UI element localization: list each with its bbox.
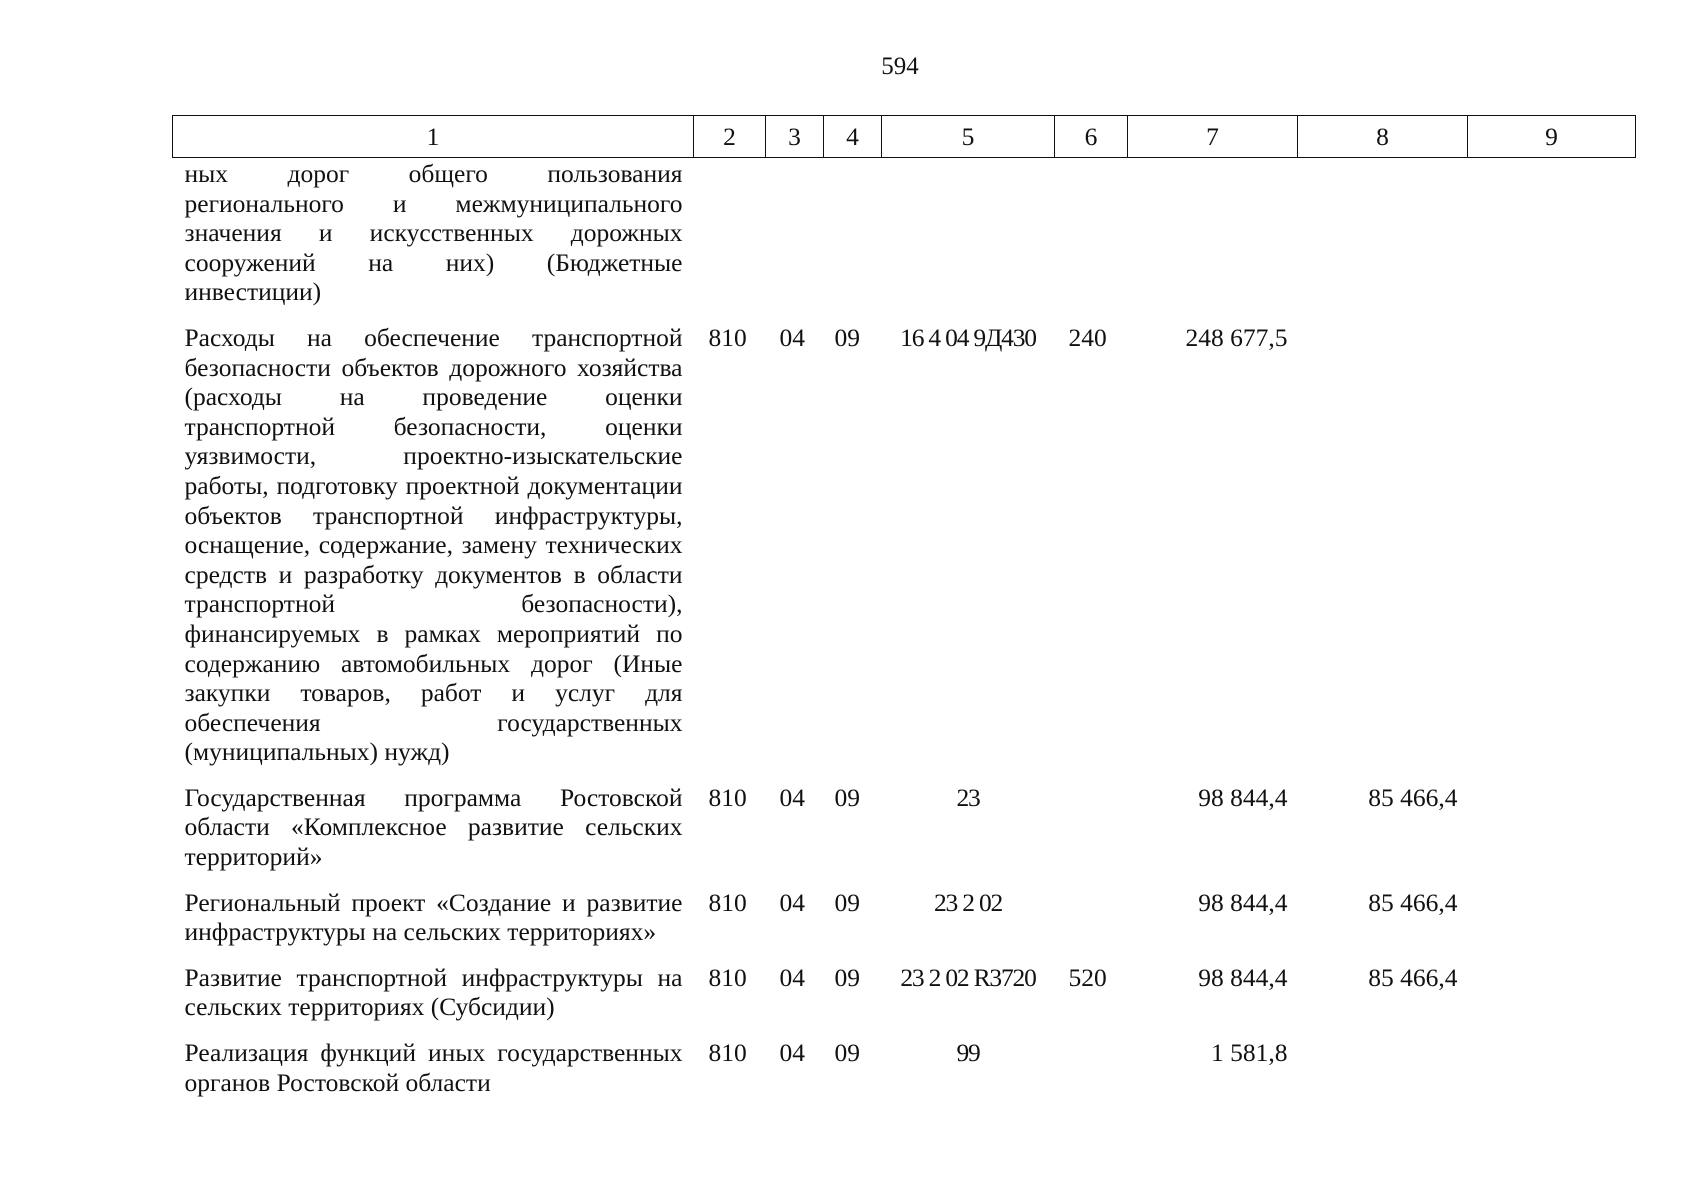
- row-target-code: 99: [956, 1038, 980, 1068]
- row-name: Региональный проект «Создание и развитие инфраструктуры на сельских территориях»: [184, 887, 683, 947]
- row-expense-type: [1055, 767, 1128, 872]
- table-header-row: [173, 116, 1636, 158]
- row-expense-type: [1055, 1022, 1128, 1097]
- row-target-code: 23 2 02 R3720: [900, 962, 1036, 992]
- row-name: Расходы на обеспечение транспортной безопасности объектов дорожного хозяйства (расходы на проведение оценки транспортной безопасности, оценки уязвимости, проектно-изыскательские работы, подготовку проектной документации объектов транспортной инфраструктуры, оснащение, содержание, замену технических средств и разработку документов в области транспортной безопасности), финансируемых в рамках мероприятий по содержанию автомобильных дорог (Иные закупки товаров, работ и услуг для обеспечения государственных (муниципальных) нужд): [184, 322, 683, 767]
- table-row: [173, 767, 1636, 872]
- column-header: 4: [824, 116, 882, 158]
- row-amount-8: 85 466,4: [1368, 887, 1458, 917]
- table-row: [173, 158, 1636, 307]
- row-expense-type: [1055, 158, 1128, 307]
- row-subsection-code: [824, 158, 882, 307]
- row-amount-9: [1468, 947, 1636, 1022]
- row-amount-7: 98 844,4: [1198, 962, 1288, 992]
- page-number: 594: [881, 53, 919, 80]
- row-target-code: [882, 158, 1055, 307]
- row-amount-8: [1298, 1022, 1468, 1097]
- row-expense-type: [1055, 872, 1128, 947]
- row-target-code: 16 4 04 9Д430: [900, 322, 1036, 352]
- row-amount-8: 85 466,4: [1368, 782, 1458, 812]
- row-subsection-code: 09: [834, 962, 860, 992]
- column-header: 8: [1298, 116, 1468, 158]
- row-amount-7: 248 677,5: [1185, 322, 1288, 352]
- table-row: [173, 872, 1636, 947]
- row-subsection-code: 09: [834, 887, 860, 917]
- row-amount-7: [1128, 158, 1298, 307]
- row-ministry-code: 810: [708, 782, 747, 812]
- row-section-code: 04: [779, 962, 805, 992]
- row-ministry-code: 810: [708, 322, 747, 352]
- row-amount-8: [1298, 158, 1468, 307]
- row-section-code: 04: [779, 322, 805, 352]
- row-amount-7: 98 844,4: [1198, 782, 1288, 812]
- row-amount-8: 85 466,4: [1368, 962, 1458, 992]
- row-section-code: 04: [779, 782, 805, 812]
- row-section-code: [766, 158, 824, 307]
- table-row: [173, 947, 1636, 1022]
- row-amount-9: [1468, 307, 1636, 767]
- row-amount-8: [1298, 307, 1468, 767]
- row-ministry-code: [694, 158, 766, 307]
- row-amount-7: 98 844,4: [1198, 887, 1288, 917]
- column-header: 6: [1055, 116, 1128, 158]
- row-target-code: 23: [956, 782, 980, 812]
- column-header: 9: [1468, 116, 1636, 158]
- row-amount-9: [1468, 1022, 1636, 1097]
- row-name: Реализация функций иных государственных органов Ростовской области: [184, 1038, 683, 1097]
- row-name: ных дорог общего пользования регионального и межмуниципального значения и искусственных дорожных сооружений на них) (Бюджетные инвестиции): [184, 159, 683, 307]
- row-expense-type: 520: [1068, 962, 1107, 992]
- row-amount-9: [1468, 872, 1636, 947]
- row-amount-7: 1 581,8: [1211, 1038, 1288, 1068]
- row-expense-type: 240: [1068, 322, 1107, 352]
- row-amount-9: [1468, 158, 1636, 307]
- row-name: Развитие транспортной инфраструктуры на сельских территориях (Субсидии): [184, 962, 683, 1022]
- column-header: 5: [882, 116, 1055, 158]
- budget-table: [172, 115, 1636, 1097]
- row-subsection-code: 09: [834, 322, 860, 352]
- row-target-code: 23 2 02: [933, 887, 1003, 917]
- column-header: 3: [766, 116, 824, 158]
- row-ministry-code: 810: [708, 1038, 747, 1068]
- column-header: 1: [173, 116, 694, 158]
- row-ministry-code: 810: [708, 887, 747, 917]
- column-header: 7: [1128, 116, 1298, 158]
- row-amount-9: [1468, 767, 1636, 872]
- row-name: Государственная программа Ростовской области «Комплексное развитие сельских территорий»: [184, 782, 683, 872]
- row-subsection-code: 09: [834, 782, 860, 812]
- row-subsection-code: 09: [834, 1038, 860, 1068]
- row-section-code: 04: [779, 887, 805, 917]
- row-section-code: 04: [779, 1038, 805, 1068]
- row-ministry-code: 810: [708, 962, 747, 992]
- column-header: 2: [694, 116, 766, 158]
- table-row: [173, 1022, 1636, 1097]
- table-row: [173, 307, 1636, 767]
